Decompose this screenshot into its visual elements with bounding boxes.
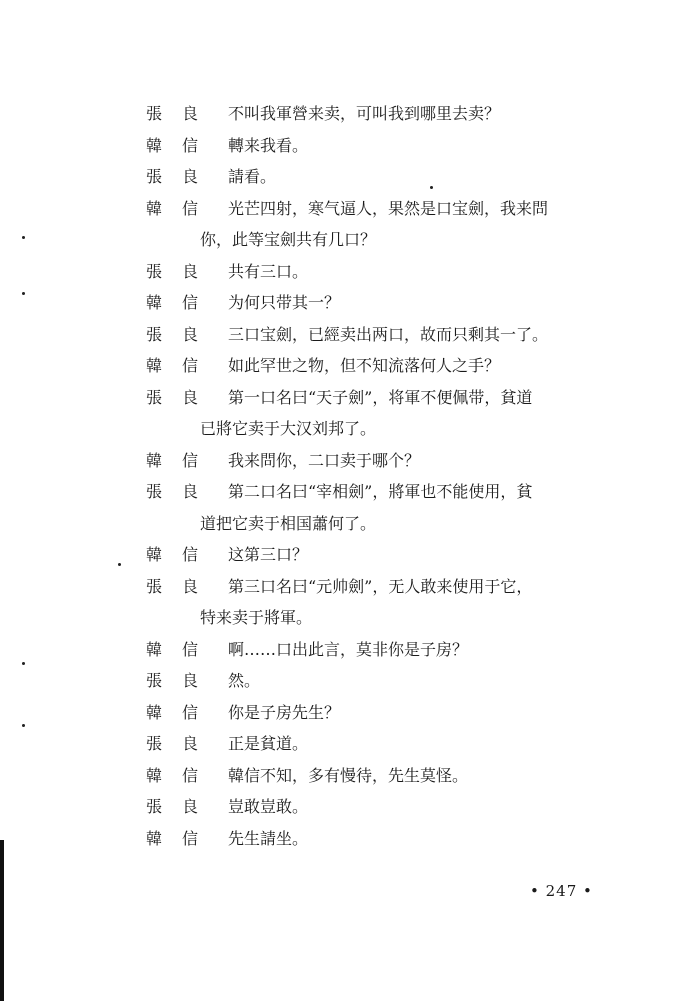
speech-text: 特来卖于將軍。	[200, 608, 313, 627]
dialogue-line	[146, 98, 616, 130]
speaker-char-1: 張	[146, 671, 163, 690]
speech-text: 我来問你，二口卖于哪个？	[228, 450, 421, 470]
speaker-name	[146, 161, 228, 193]
dialogue-line	[146, 382, 616, 414]
dialogue-line	[146, 634, 616, 666]
speaker-char-2: 良	[182, 671, 199, 690]
dialogue-line	[146, 476, 616, 508]
speech-text: 不叫我軍營来卖，可叫我到哪里去卖？	[228, 104, 501, 123]
speaker-char-2: 信	[182, 198, 199, 218]
speech-text: 韓信不知，多有慢待，先生莫怪。	[228, 765, 469, 785]
speaker-char-2: 良	[182, 167, 199, 186]
dialogue-line	[146, 791, 616, 823]
speaker-name	[146, 823, 228, 855]
speech-text: 第二口名曰“宰相劍”，將軍也不能使用，貧	[228, 482, 533, 501]
speech-text: 三口宝劍，已經卖出两口，故而只剩其一了。	[228, 324, 549, 344]
dialogue-line	[146, 256, 616, 288]
scan-speck	[22, 236, 25, 239]
speech-text: 第三口名曰“元帅劍”，无人敢来使用于它，	[228, 576, 533, 596]
speaker-char-1: 張	[146, 167, 163, 186]
speaker-name	[146, 319, 228, 351]
dialogue-line	[146, 193, 616, 225]
dialogue-line	[146, 445, 616, 477]
speaker-name	[146, 98, 228, 130]
scan-speck	[118, 563, 121, 566]
dialogue-line	[146, 760, 616, 792]
speaker-char-1: 韓	[146, 828, 163, 848]
speaker-name	[146, 382, 228, 414]
speech-text: 先生請坐。	[228, 828, 309, 848]
speech-text: 啊……口出此言，莫非你是子房？	[228, 639, 469, 659]
dialogue-line	[146, 319, 616, 351]
speaker-name	[146, 634, 228, 666]
speaker-char-2: 良	[182, 734, 199, 753]
dialogue-line	[146, 130, 616, 162]
speaker-char-1: 韓	[146, 198, 163, 218]
speaker-char-1: 張	[146, 324, 163, 344]
speaker-char-2: 良	[182, 576, 199, 596]
speech-text: 道把它卖于相国蕭何了。	[200, 513, 377, 533]
speech-text: 如此罕世之物，但不知流落何人之手？	[228, 356, 501, 375]
speaker-char-1: 韓	[146, 293, 163, 312]
speaker-name	[146, 728, 228, 760]
speech-text: 請看。	[228, 167, 277, 186]
speaker-name	[146, 697, 228, 729]
speaker-char-2: 良	[182, 797, 199, 816]
dialogue-line	[146, 539, 616, 571]
speech-text: 为何只带其一？	[228, 293, 341, 312]
speaker-name	[146, 791, 228, 823]
dialogue-line	[146, 697, 616, 729]
dialogue-continuation	[146, 413, 616, 445]
speaker-name	[146, 539, 228, 571]
scan-speck	[22, 724, 25, 727]
speaker-char-2: 信	[182, 356, 199, 375]
speaker-char-1: 韓	[146, 765, 163, 785]
speaker-char-1: 韓	[146, 545, 163, 564]
speaker-char-1: 張	[146, 261, 163, 281]
dialogue-line	[146, 665, 616, 697]
speaker-name	[146, 256, 228, 288]
speaker-name	[146, 445, 228, 477]
speaker-name	[146, 760, 228, 792]
dialogue-continuation	[146, 602, 616, 634]
speech-text: 共有三口。	[228, 261, 309, 281]
speaker-char-1: 張	[146, 387, 163, 407]
speech-text: 已將它卖于大汉刘邦了。	[200, 419, 377, 438]
speech-text: 轉来我看。	[228, 135, 309, 155]
speaker-char-1: 韓	[146, 356, 163, 375]
dialogue-line	[146, 823, 616, 855]
dialogue-line	[146, 350, 616, 382]
dialogue-continuation	[146, 224, 616, 256]
dialogue-line	[146, 571, 616, 603]
speaker-char-1: 張	[146, 104, 163, 123]
dialogue-line	[146, 161, 616, 193]
page-number: • 247 •	[530, 882, 593, 900]
speaker-char-1: 韓	[146, 702, 163, 722]
dialogue-block	[146, 98, 616, 854]
speech-text: 然。	[228, 671, 261, 690]
speaker-char-1: 張	[146, 576, 163, 596]
speech-text: 光芒四射，寒气逼人，果然是口宝劍，我来問	[228, 198, 549, 218]
speaker-char-2: 信	[182, 828, 199, 848]
speech-text: 第一口名曰“天子劍”，将軍不便佩带，貧道	[228, 387, 533, 407]
speaker-char-2: 信	[182, 765, 199, 785]
speech-text: 这第三口？	[228, 545, 309, 564]
speaker-char-2: 信	[182, 639, 199, 659]
dialogue-line	[146, 287, 616, 319]
speaker-char-2: 良	[182, 104, 199, 123]
speaker-char-2: 信	[182, 545, 199, 564]
speaker-char-1: 張	[146, 734, 163, 753]
speech-text: 豈敢豈敢。	[228, 797, 309, 816]
dialogue-line	[146, 728, 616, 760]
speaker-name	[146, 287, 228, 319]
scan-edge-mark	[0, 840, 4, 1001]
speaker-char-1: 韓	[146, 135, 163, 155]
speaker-char-2: 良	[182, 261, 199, 281]
speaker-name	[146, 571, 228, 603]
dialogue-continuation	[146, 508, 616, 540]
speaker-char-2: 信	[182, 450, 199, 470]
speaker-name	[146, 193, 228, 225]
scan-speck	[22, 662, 25, 665]
speaker-char-2: 信	[182, 135, 199, 155]
speech-text: 你是子房先生？	[228, 702, 341, 722]
speaker-char-2: 信	[182, 293, 199, 312]
speaker-char-2: 良	[182, 324, 199, 344]
speaker-name	[146, 476, 228, 508]
speaker-char-2: 良	[182, 387, 199, 407]
speaker-char-1: 張	[146, 482, 163, 501]
speaker-char-1: 韓	[146, 450, 163, 470]
speaker-char-2: 信	[182, 702, 199, 722]
speaker-name	[146, 350, 228, 382]
scan-speck	[22, 292, 25, 295]
speaker-char-1: 張	[146, 797, 163, 816]
speaker-char-1: 韓	[146, 639, 163, 659]
speech-text: 你，此等宝劍共有几口？	[200, 230, 377, 249]
speaker-char-2: 良	[182, 482, 199, 501]
speech-text: 正是貧道。	[228, 734, 309, 753]
speaker-name	[146, 665, 228, 697]
speaker-name	[146, 130, 228, 162]
